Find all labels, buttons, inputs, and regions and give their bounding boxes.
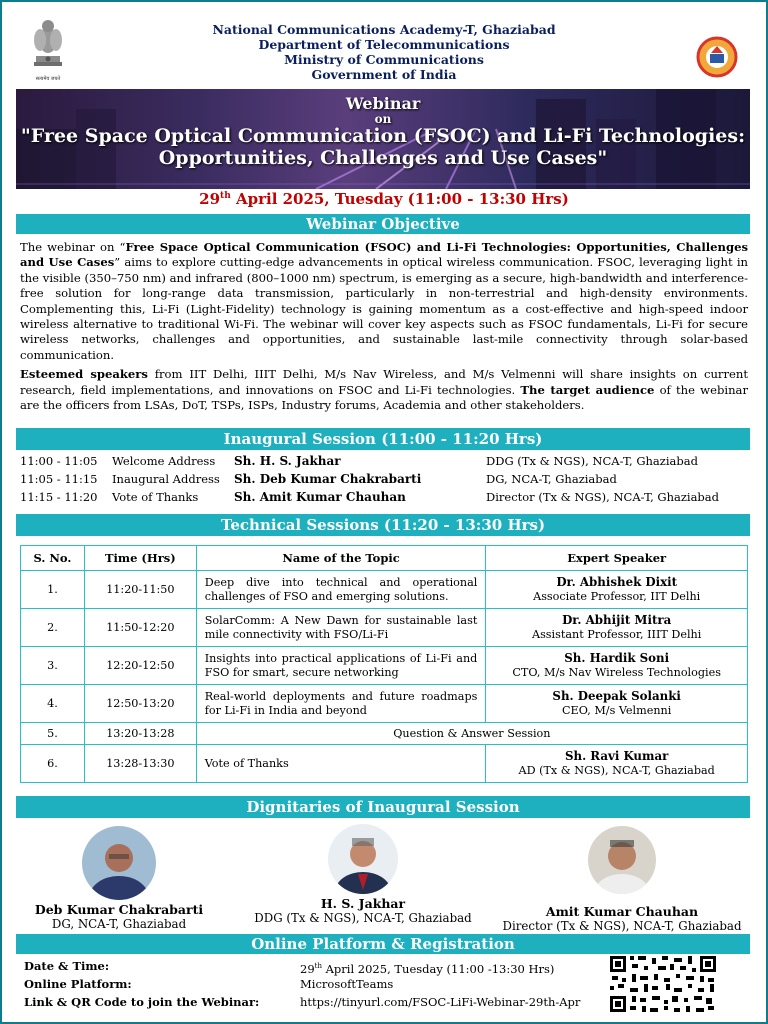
- banner-line-on: on: [374, 112, 392, 126]
- cell-speaker: [486, 745, 748, 783]
- header: [2, 2, 766, 88]
- dignitary-name: Amit Kumar Chauhan: [545, 904, 699, 919]
- webinar-date: [2, 190, 766, 208]
- platform-label: Link & QR Code to join the Webinar:: [24, 995, 260, 1009]
- objective-p1-a: The webinar on “: [20, 240, 126, 254]
- speaker-name: Sh. Ravi Kumar: [564, 749, 669, 763]
- technical-sessions-table: [20, 545, 748, 783]
- dignitary-name: Deb Kumar Chakrabarti: [34, 902, 204, 917]
- objective-text: [20, 240, 748, 417]
- cell-sno: 2.: [21, 609, 85, 647]
- cell-topic: SolarComm: A New Dawn for sustainable last mile connectivity with FSO/Li-Fi: [196, 609, 486, 647]
- technical-heading: Technical Sessions (11:20 - 13:30 Hrs): [16, 514, 750, 536]
- cell-topic: Deep dive into technical and operational challenges of FSO and emerging solutions.: [196, 571, 486, 609]
- dignitary-card: [238, 822, 488, 926]
- org-line: Department of Telecommunications: [258, 37, 510, 52]
- cell-topic: Insights into practical applications of Li-Fi and FSO for smart, secure networking: [196, 647, 486, 685]
- table-row: [21, 571, 748, 609]
- date-rest: April 2025, Tuesday (11:00 - 13:30 Hrs): [230, 190, 569, 208]
- speaker-designation: AD (Tx & NGS), NCA-T, Ghaziabad: [518, 764, 715, 777]
- inaugural-heading: Inaugural Session (11:00 - 11:20 Hrs): [16, 428, 750, 450]
- column-header: Time (Hrs): [84, 546, 196, 571]
- inaug-name: Sh. Amit Kumar Chauhan: [234, 490, 406, 504]
- organization-lines: [2, 2, 766, 82]
- date-day: 29: [199, 190, 221, 208]
- org-line: Ministry of Communications: [284, 52, 484, 67]
- table-row: [21, 647, 748, 685]
- banner-title: [16, 95, 750, 169]
- inaug-designation: DG, NCA-T, Ghaziabad: [486, 472, 617, 486]
- cell-sno: 4.: [21, 685, 85, 723]
- cell-sno: 6.: [21, 745, 85, 783]
- avatar: [82, 826, 156, 900]
- speakers-paragraph: [20, 367, 748, 413]
- list-item: [20, 490, 752, 508]
- objective-heading: Webinar Objective: [16, 214, 750, 234]
- platform-heading: Online Platform & Registration: [16, 934, 750, 954]
- value-suffix: th: [314, 962, 322, 970]
- cell-topic: Vote of Thanks: [196, 745, 486, 783]
- speaker-name: Sh. Deepak Solanki: [552, 689, 681, 703]
- cell-speaker: [486, 685, 748, 723]
- inaug-designation: DDG (Tx & NGS), NCA-T, Ghaziabad: [486, 454, 698, 468]
- cell-sno: 3.: [21, 647, 85, 685]
- inaug-role: Vote of Thanks: [112, 490, 199, 504]
- inaugural-schedule: [20, 454, 752, 508]
- dignitaries-heading: Dignitaries of Inaugural Session: [16, 796, 750, 818]
- inaug-time: 11:15 - 11:20: [20, 490, 98, 504]
- avatar: [588, 826, 656, 894]
- objective-paragraph: [20, 240, 748, 363]
- dignitary-designation: DG, NCA-T, Ghaziabad: [51, 917, 187, 931]
- inaug-designation: Director (Tx & NGS), NCA-T, Ghaziabad: [486, 490, 720, 504]
- list-item: [20, 472, 752, 490]
- emblem-caption: सत्यमेव जयते: [35, 76, 61, 82]
- column-header: Name of the Topic: [196, 546, 486, 571]
- banner-line-webinar: Webinar: [345, 94, 421, 113]
- table-row: [21, 745, 748, 783]
- cell-qa-session: Question & Answer Session: [196, 723, 747, 745]
- inaug-name: Sh. Deb Kumar Chakrabarti: [234, 472, 422, 486]
- cell-sno: 1.: [21, 571, 85, 609]
- dignitary-designation: Director (Tx & NGS), NCA-T, Ghaziabad: [502, 919, 742, 933]
- inaug-role: Welcome Address: [112, 454, 216, 468]
- speaker-name: Dr. Abhishek Dixit: [556, 575, 678, 589]
- speaker-name: Sh. Hardik Soni: [564, 651, 670, 665]
- cell-time: 12:20-12:50: [84, 647, 196, 685]
- cell-time: 13:20-13:28: [84, 723, 196, 745]
- qr-code-icon[interactable]: [608, 954, 718, 1014]
- date-suffix: th: [220, 191, 231, 201]
- table-header-row: [21, 546, 748, 571]
- inaug-name: Sh. H. S. Jakhar: [234, 454, 341, 468]
- table-row: [21, 685, 748, 723]
- cell-speaker: [486, 647, 748, 685]
- cell-time: 11:50-12:20: [84, 609, 196, 647]
- cell-speaker: [486, 609, 748, 647]
- dignitary-card: [16, 822, 222, 932]
- platform-label: Online Platform:: [24, 977, 132, 991]
- dignitary-designation: DDG (Tx & NGS), NCA-T, Ghaziabad: [254, 911, 472, 925]
- cell-time: 12:50-13:20: [84, 685, 196, 723]
- inaug-time: 11:00 - 11:05: [20, 454, 98, 468]
- objective-p1-b: ” aims to explore cutting-edge advancements in optical wireless communication. FSOC, leveraging light in the visible (350–750 nm) and infrared (800–1000 nm) spectrum, is emerging as a secure, high-bandwidth and interference-free solution for long-range data transmission, particularly in non-terrestrial and high-density environments. Complementing this, Li-Fi (Light-Fidelity) technology is gaining momentum as a cost-effective and high-speed indoor wireless alternative to traditional Wi-Fi. The webinar will cover key aspects such as FSOC fundamentals, Li-Fi for secure wireless networks, challenges and opportunities, and sustainable last-mile connectivity through solar-based communication.: [20, 255, 748, 362]
- org-line: Government of India: [311, 67, 457, 82]
- value-rest: April 2025, Tuesday (11:00 -13:30 Hrs): [321, 961, 555, 976]
- national-emblem-icon: [28, 14, 68, 74]
- cell-topic: Real-world deployments and future roadmaps for Li-Fi in India and beyond: [196, 685, 486, 723]
- org-line: National Communications Academy-T, Ghaziabad: [212, 22, 556, 37]
- column-header: Expert Speaker: [486, 546, 748, 571]
- objective-p2-a: from IIT Delhi, IIIT Delhi, M/s Nav Wireless, and M/s Velmenni will share insights on current research, field implementations, and innovations on FSOC and Li-Fi technologies.: [20, 367, 748, 397]
- nca-logo-icon: [696, 36, 738, 78]
- objective-p2-b: of the webinar are the officers from LSAs, DoT, TSPs, ISPs, Industry forums, Academia and other stakeholders.: [20, 382, 749, 413]
- cell-speaker: [486, 571, 748, 609]
- webinar-link[interactable]: https://tinyurl.com/FSOC-LiFi-Webinar-29th-Apr: [300, 995, 581, 1009]
- speaker-designation: CTO, M/s Nav Wireless Technologies: [512, 666, 721, 679]
- banner-line-title-2: Opportunities, Challenges and Use Cases": [158, 147, 608, 169]
- cell-time: 13:28-13:30: [84, 745, 196, 783]
- cell-time: 11:20-11:50: [84, 571, 196, 609]
- speaker-name: Dr. Abhijit Mitra: [562, 613, 672, 627]
- table-row: [21, 723, 748, 745]
- banner-line-title-1: "Free Space Optical Communication (FSOC) and Li-Fi Technologies:: [20, 125, 746, 147]
- table-row: [21, 609, 748, 647]
- inaug-time: 11:05 - 11:15: [20, 472, 98, 486]
- dignitary-card: [494, 822, 750, 934]
- cell-sno: 5.: [21, 723, 85, 745]
- list-item: [20, 454, 752, 472]
- objective-p2-bold2: The target audience: [520, 382, 655, 397]
- platform-label: Date & Time:: [24, 959, 110, 973]
- speaker-designation: Assistant Professor, IIIT Delhi: [531, 628, 702, 641]
- speaker-designation: Associate Professor, IIT Delhi: [533, 590, 701, 603]
- speaker-designation: CEO, M/s Velmenni: [561, 704, 672, 717]
- inaug-role: Inaugural Address: [112, 472, 220, 486]
- objective-p1-bold: Free Space Optical Communication (FSOC) and Li-Fi Technologies: Opportunities, Challenges and Use Cases: [20, 240, 748, 270]
- column-header: S. No.: [21, 546, 85, 571]
- platform-value: MicrosoftTeams: [300, 977, 394, 991]
- avatar: [328, 824, 398, 894]
- value-day: 29: [300, 961, 315, 976]
- dignitary-name: H. S. Jakhar: [320, 896, 406, 911]
- objective-p2-bold: Esteemed speakers: [20, 367, 148, 382]
- webinar-banner: [16, 89, 750, 189]
